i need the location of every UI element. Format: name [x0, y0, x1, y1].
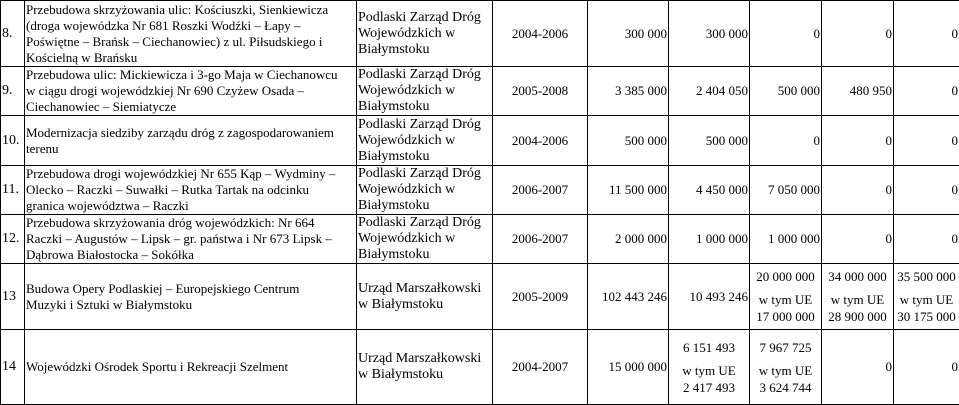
row-number: 13 [1, 264, 25, 330]
amount-col-4: 0 [894, 116, 959, 166]
total-cost: 15 000 000 [588, 330, 669, 405]
row-number: 14 [1, 330, 25, 405]
amount-col-4: 35 500 000 w tym UE 30 175 000 [894, 264, 959, 330]
amount-col-1: 500 000 [669, 116, 750, 166]
amount-col-2: 500 000 [750, 67, 822, 116]
total-cost: 500 000 [588, 116, 669, 166]
total-cost: 102 443 246 [588, 264, 669, 330]
period: 2004-2006 [493, 1, 588, 67]
period: 2004-2007 [493, 330, 588, 405]
total-cost: 3 385 000 [588, 67, 669, 116]
executing-unit: Urząd Marszałkowski w Białymstoku [357, 330, 493, 405]
table-row [1, 1, 959, 67]
total-cost: 300 000 [588, 1, 669, 67]
period: 2005-2009 [493, 264, 588, 330]
executing-unit: Podlaski Zarząd Dróg Wojewódzkich w Białymstoku [357, 166, 493, 215]
amount-col-4: 0 [894, 166, 959, 215]
task-name: Wojewódzki Ośrodek Sportu i Rekreacji Szelment [25, 330, 357, 405]
amount-col-3: 0 [822, 1, 894, 67]
task-name: Przebudowa skrzyżowania ulic: Kościuszki, Sienkiewicza (droga wojewódzka Nr 681 Roszki Wodźki – Łapy – Poświętne – Brańsk – Ciechanowiec) z ul. Piłsudskiego i Kościelną w Brańsku [25, 1, 357, 67]
amount-col-2: 20 000 000 w tym UE 17 000 000 [750, 264, 822, 330]
amount-col-3: 34 000 000 w tym UE 28 900 000 [822, 264, 894, 330]
amount-col-3: 0 [822, 116, 894, 166]
table-row [1, 116, 959, 166]
executing-unit: Podlaski Zarząd Dróg Wojewódzkich w Białymstoku [357, 116, 493, 166]
task-name: Przebudowa ulic: Mickiewicza i 3-go Maja w Ciechanowcu w ciągu drogi wojewódzkiej Nr 690 Czyżew Osada – Ciechanowiec – Siemiatycze [25, 67, 357, 116]
row-number: 11. [1, 166, 25, 215]
amount-col-2: 0 [750, 1, 822, 67]
executing-unit: Urząd Marszałkowski w Białymstoku [357, 264, 493, 330]
amount-col-1: 6 151 493 w tym UE 2 417 493 [669, 330, 750, 405]
amount-col-2: 1 000 000 [750, 215, 822, 264]
amount-col-1: 10 493 246 [669, 264, 750, 330]
period: 2004-2006 [493, 116, 588, 166]
period: 2005-2008 [493, 67, 588, 116]
amount-col-1: 4 450 000 [669, 166, 750, 215]
table-row [1, 166, 959, 215]
amount-col-2: 0 [750, 116, 822, 166]
table-row [1, 67, 959, 116]
amount-col-4: 0 [894, 330, 959, 405]
amount-col-4: 0 [894, 1, 959, 67]
period: 2006-2007 [493, 166, 588, 215]
amount-col-3: 480 950 [822, 67, 894, 116]
total-cost: 11 500 000 [588, 166, 669, 215]
executing-unit: Podlaski Zarząd Dróg Wojewódzkich w Białymstoku [357, 1, 493, 67]
executing-unit: Podlaski Zarząd Dróg Wojewódzkich w Białymstoku [357, 215, 493, 264]
row-number: 12. [1, 215, 25, 264]
amount-col-3: 0 [822, 215, 894, 264]
amount-col-3: 0 [822, 330, 894, 405]
table-row [1, 330, 959, 405]
task-name: Przebudowa drogi wojewódzkiej Nr 655 Kąp – Wydminy – Olecko – Raczki – Suwałki – Rutka Tartak na odcinku granica województwa – Raczki [25, 166, 357, 215]
total-cost: 2 000 000 [588, 215, 669, 264]
amount-col-4: 0 [894, 215, 959, 264]
amount-col-1: 300 000 [669, 1, 750, 67]
amount-col-4: 0 [894, 67, 959, 116]
amount-col-1: 2 404 050 [669, 67, 750, 116]
amount-col-2: 7 050 000 [750, 166, 822, 215]
table-row [1, 264, 959, 330]
period: 2006-2007 [493, 215, 588, 264]
amount-col-3: 0 [822, 166, 894, 215]
task-name: Przebudowa skrzyżowania dróg wojewódzkich: Nr 664 Raczki – Augustów – Lipsk – gr. państwa i Nr 673 Lipsk – Dąbrowa Białostocka – Sokółka [25, 215, 357, 264]
executing-unit: Podlaski Zarząd Dróg Wojewódzkich w Białymstoku [357, 67, 493, 116]
table-row [1, 215, 959, 264]
amount-col-2: 7 967 725 w tym UE 3 624 744 [750, 330, 822, 405]
row-number: 8. [1, 1, 25, 67]
amount-col-1: 1 000 000 [669, 215, 750, 264]
row-number: 9. [1, 67, 25, 116]
task-name: Modernizacja siedziby zarządu dróg z zagospodarowaniem terenu [25, 116, 357, 166]
task-name: Budowa Opery Podlaskiej – Europejskiego Centrum Muzyki i Sztuki w Białymstoku [25, 264, 357, 330]
row-number: 10. [1, 116, 25, 166]
